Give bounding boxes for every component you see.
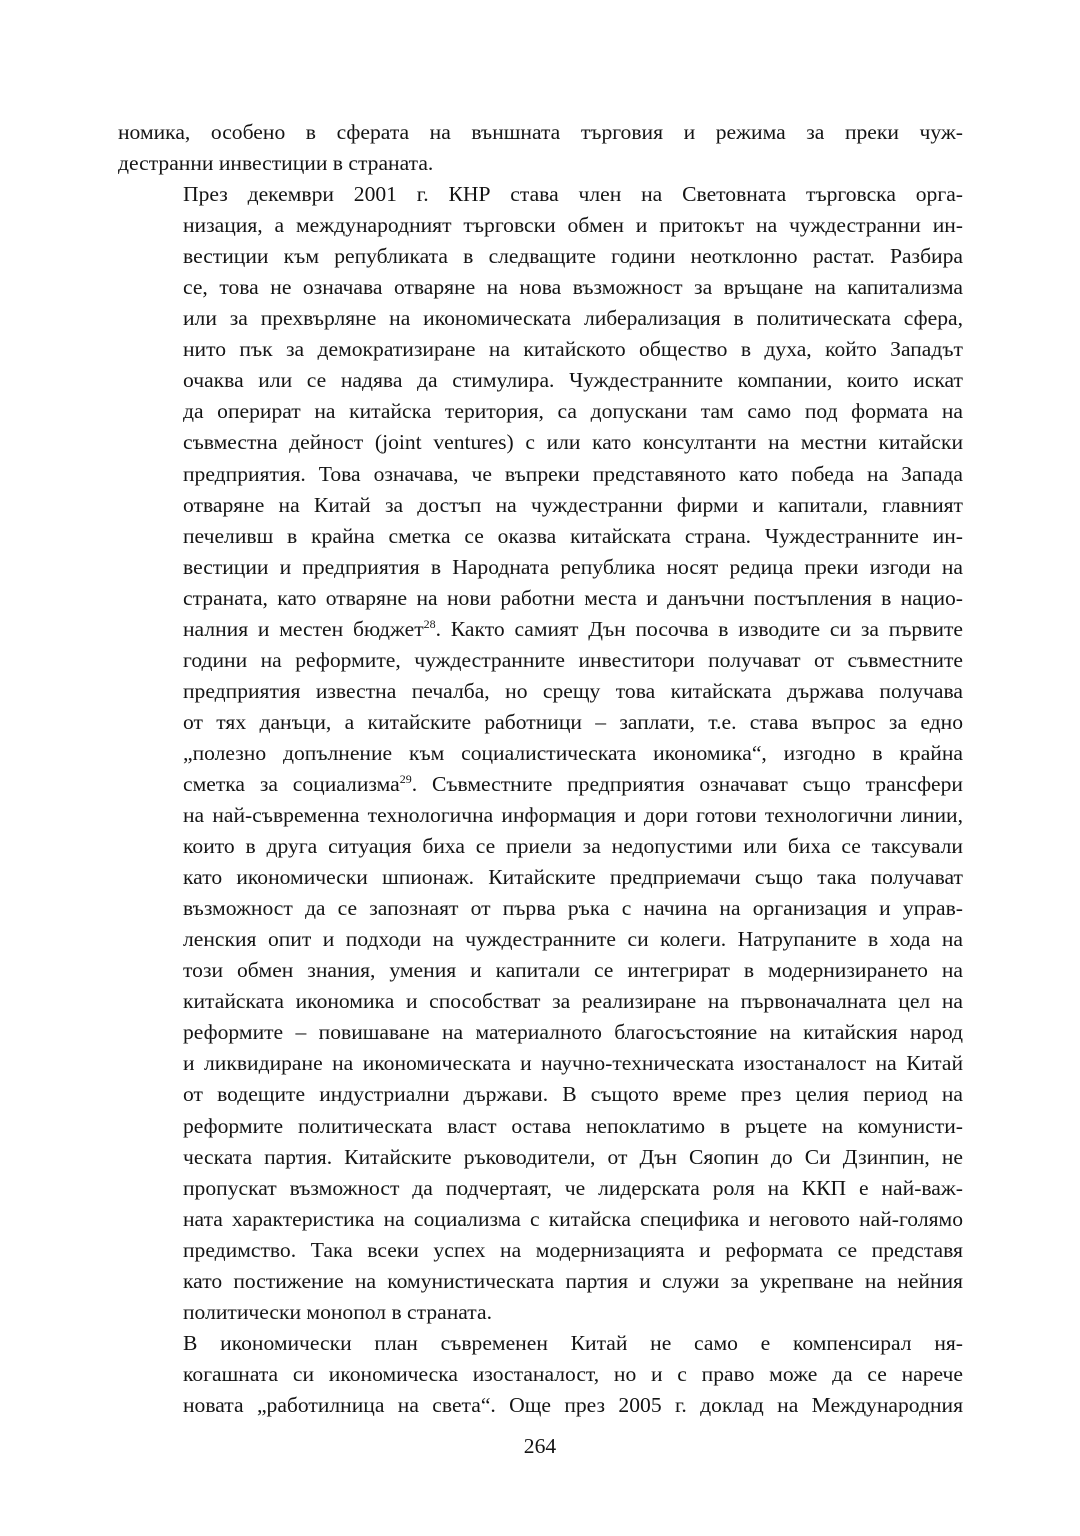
paragraph — [118, 117, 963, 179]
text-line: възможност да се запознаят от първа ръка с начина на организация и управ- — [183, 896, 963, 921]
text-line: които в друга ситуация биха се приели за недопустими или биха се таксували — [183, 834, 963, 859]
text-line: сметка за социализма$^{29}$. Съвместните предприятия означават също трансфери — [183, 771, 963, 796]
text-line: когашната си икономическа изостаналост, но и с право може да се нарече — [183, 1361, 963, 1386]
text-line: В икономически план съвременен Китай не само е компенсирал ня- — [183, 1330, 963, 1355]
text-line: като икономически шпионаж. Китайските предприемачи също така получават — [183, 865, 963, 890]
paragraph — [118, 179, 963, 1328]
text-line: предприятия известна печалба, но срещу това китайската държава получава — [183, 678, 963, 703]
text-line: очаква или се надява да стимулира. Чуждестранните компании, които искат — [183, 368, 963, 393]
page-number: 264 — [523, 1434, 557, 1458]
text-line: китайската икономика и способстват за реализиране на първоначалната цел на — [183, 989, 963, 1014]
text-line: печеливш в крайна сметка се оказва китайската страна. Чуждестранните ин- — [183, 523, 963, 548]
text-line: пропускат възможност да подчертаят, че лидерската роля на ККП е най-важ- — [183, 1175, 963, 1200]
text-line: като постижение на комунистическата партия и служи за укрепване на нейния — [183, 1268, 963, 1293]
text-line: низация, а международният търговски обмен и притокът на чуждестранни ин- — [183, 213, 963, 238]
paragraph — [118, 1328, 963, 1421]
text-line: политически монопол в страната. — [183, 1299, 492, 1324]
text-line: от водещите индустриални държави. В същото време през целия период на — [183, 1082, 963, 1107]
text-line: да оперират на китайска територия, са допускани там само под формата на — [183, 399, 963, 424]
text-line: „полезно допълнение към социалистическата икономика“, изгодно в крайна — [183, 740, 963, 765]
text-line: този обмен знания, умения и капитали се интегрират в модернизирането на — [183, 958, 963, 983]
text-line: новата „работилница на света“. Още през 2005 г. доклад на Международния — [183, 1392, 963, 1417]
text-line: предимство. Така всеки успех на модернизацията и реформата се представя — [183, 1237, 963, 1262]
text-line: ческата партия. Китайските ръководители, от Дън Сяопин до Си Дзинпин, не — [183, 1144, 963, 1169]
text-line: съвместна дейност (joint ventures) с или като консултанти на местни китайски — [183, 430, 963, 455]
text-line: от тях данъци, а китайските работници – заплати, т.е. става въпрос за едно — [183, 709, 963, 734]
text-line: ната характеристика на социализма с китайска специфика и неговото най-голямо — [183, 1206, 963, 1231]
text-line: и ликвидиране на икономическата и научно-техническата изостаналост на Китай — [183, 1051, 963, 1076]
text-line: се, това не означава отваряне на нова възможност за връщане на капитализма — [183, 275, 963, 300]
text-line: вестиции към републиката в следващите години неотклонно растат. Разбира — [183, 244, 963, 269]
text-line: страната, като отваряне на нови работни места и данъчни постъпления в нацио- — [183, 585, 963, 610]
text-line: ленския опит и подходи на чуждестранните си колеги. Натрупаните в хода на — [183, 927, 963, 952]
text-line: вестиции и предприятия в Народната република носят редица преки изгоди на — [183, 554, 963, 579]
text-line: реформите – повишаване на материалното благосъстояние на китайския народ — [183, 1020, 963, 1045]
footnote-reference: 29 — [399, 771, 412, 786]
text-line: на най-съвременна технологична информация и дори готови технологични линии, — [183, 803, 963, 828]
text-line: реформите политическата власт остава непоклатимо в ръцете на комунисти- — [183, 1113, 963, 1138]
text-line: години на реформите, чуждестранните инвеститори получават от съвместните — [183, 647, 963, 672]
text-line: дестранни инвестиции в страната. — [118, 151, 434, 176]
footnote-reference: 28 — [423, 616, 436, 631]
page-body — [118, 117, 963, 1421]
text-line: нито пък за демократизиране на китайското общество в духа, който Западът — [183, 337, 963, 362]
text-line: През декември 2001 г. КНР става член на Световната търговска орга- — [183, 182, 963, 207]
text-line: отваряне на Китай за достъп на чуждестранни фирми и капитали, главният — [183, 492, 963, 517]
text-line: номика, особено в сферата на външната търговия и режима за преки чуж- — [118, 120, 963, 144]
text-line: или за прехвърляне на икономическата либерализация в политическата сфера, — [183, 306, 963, 331]
text-line: предприятия. Това означава, че въпреки представяното като победа на Запада — [183, 461, 963, 486]
text-line: налния и местен бюджет$^{28}$. Както самият Дън посочва в изводите си за първите — [183, 616, 964, 641]
